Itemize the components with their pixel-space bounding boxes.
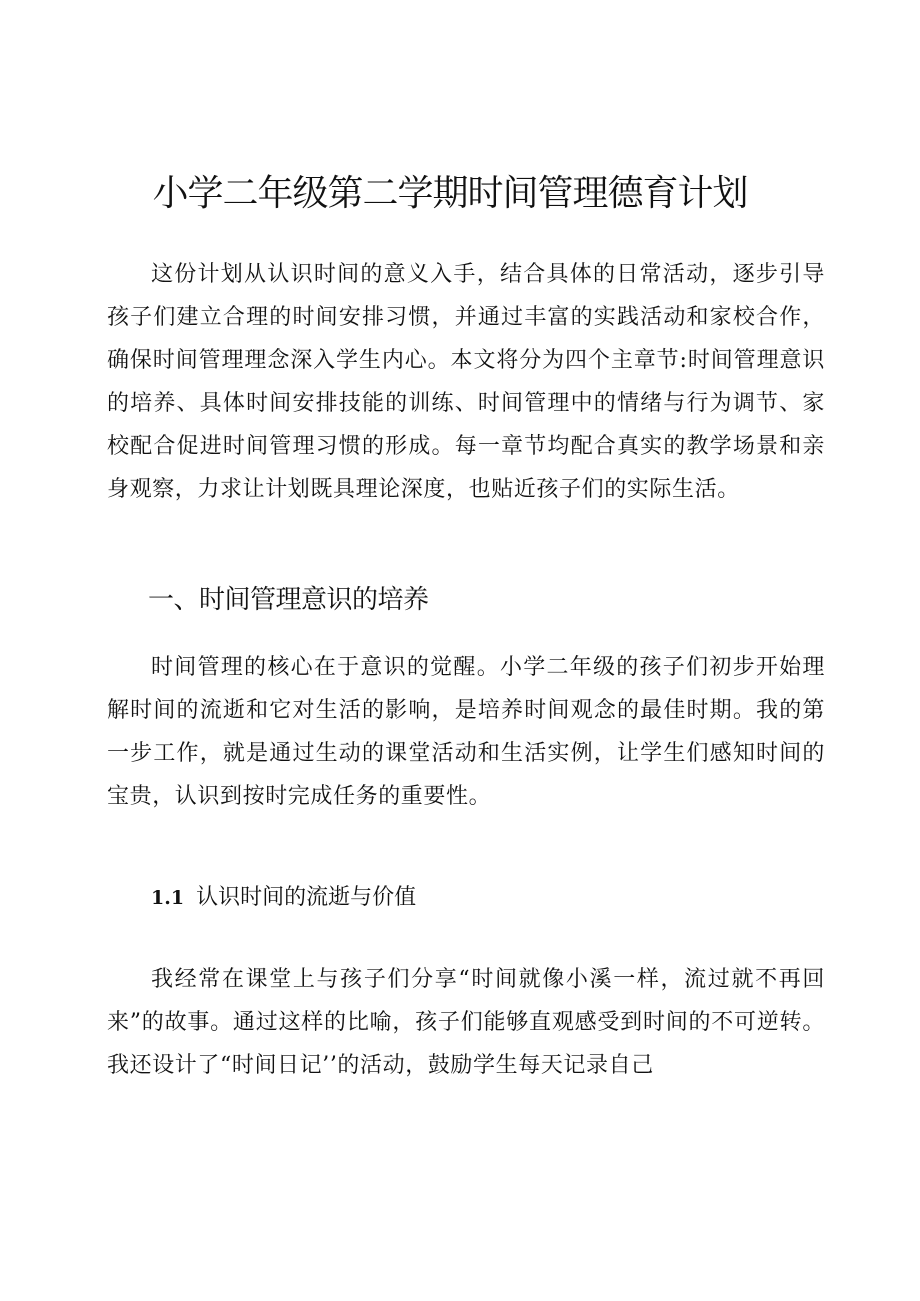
- subsection-title: 认识时间的流逝与价值: [196, 885, 417, 910]
- section-1-heading: 一、时间管理意识的培养: [148, 585, 429, 615]
- intro-paragraph: 这份计划从认识时间的意义入手，结合具体的日常活动，逐步引导孩子们建立合理的时间安排习惯，并通过丰富的实践活动和家校合作，确保时间管理理念深入学生内心。本文将分为四个主章节:时间管理意识的培养、具体时间安排技能的训练、时间管理中的情绪与行为调节、家校配合促进时间管理习惯的形成。每一章节均配合真实的教学场景和亲身观察，力求让计划既具理论深度，也贴近孩子们的实际生活。: [107, 262, 825, 502]
- subsection-1-1-paragraph: 我经常在课堂上与孩子们分享“时间就像小溪一样，流过就不再回来”的故事。通过这样的比喻，孩子们能够直观感受到时间的不可逆转。我还设计了“时间日记’’的活动，鼓励学生每天记录自己: [107, 967, 825, 1078]
- document-title: 小学二年级第二学期时间管理德育计划: [152, 173, 748, 214]
- subsection-number: 1.1: [151, 887, 185, 909]
- section-1-paragraph: 时间管理的核心在于意识的觉醒。小学二年级的孩子们初步开始理解时间的流逝和它对生活的影响，是培养时间观念的最佳时期。我的第一步工作，就是通过生动的课堂活动和生活实例，让学生们感知时间的宝贵，认识到按时完成任务的重要性。: [107, 655, 825, 809]
- subsection-1-1-heading: [151, 881, 416, 915]
